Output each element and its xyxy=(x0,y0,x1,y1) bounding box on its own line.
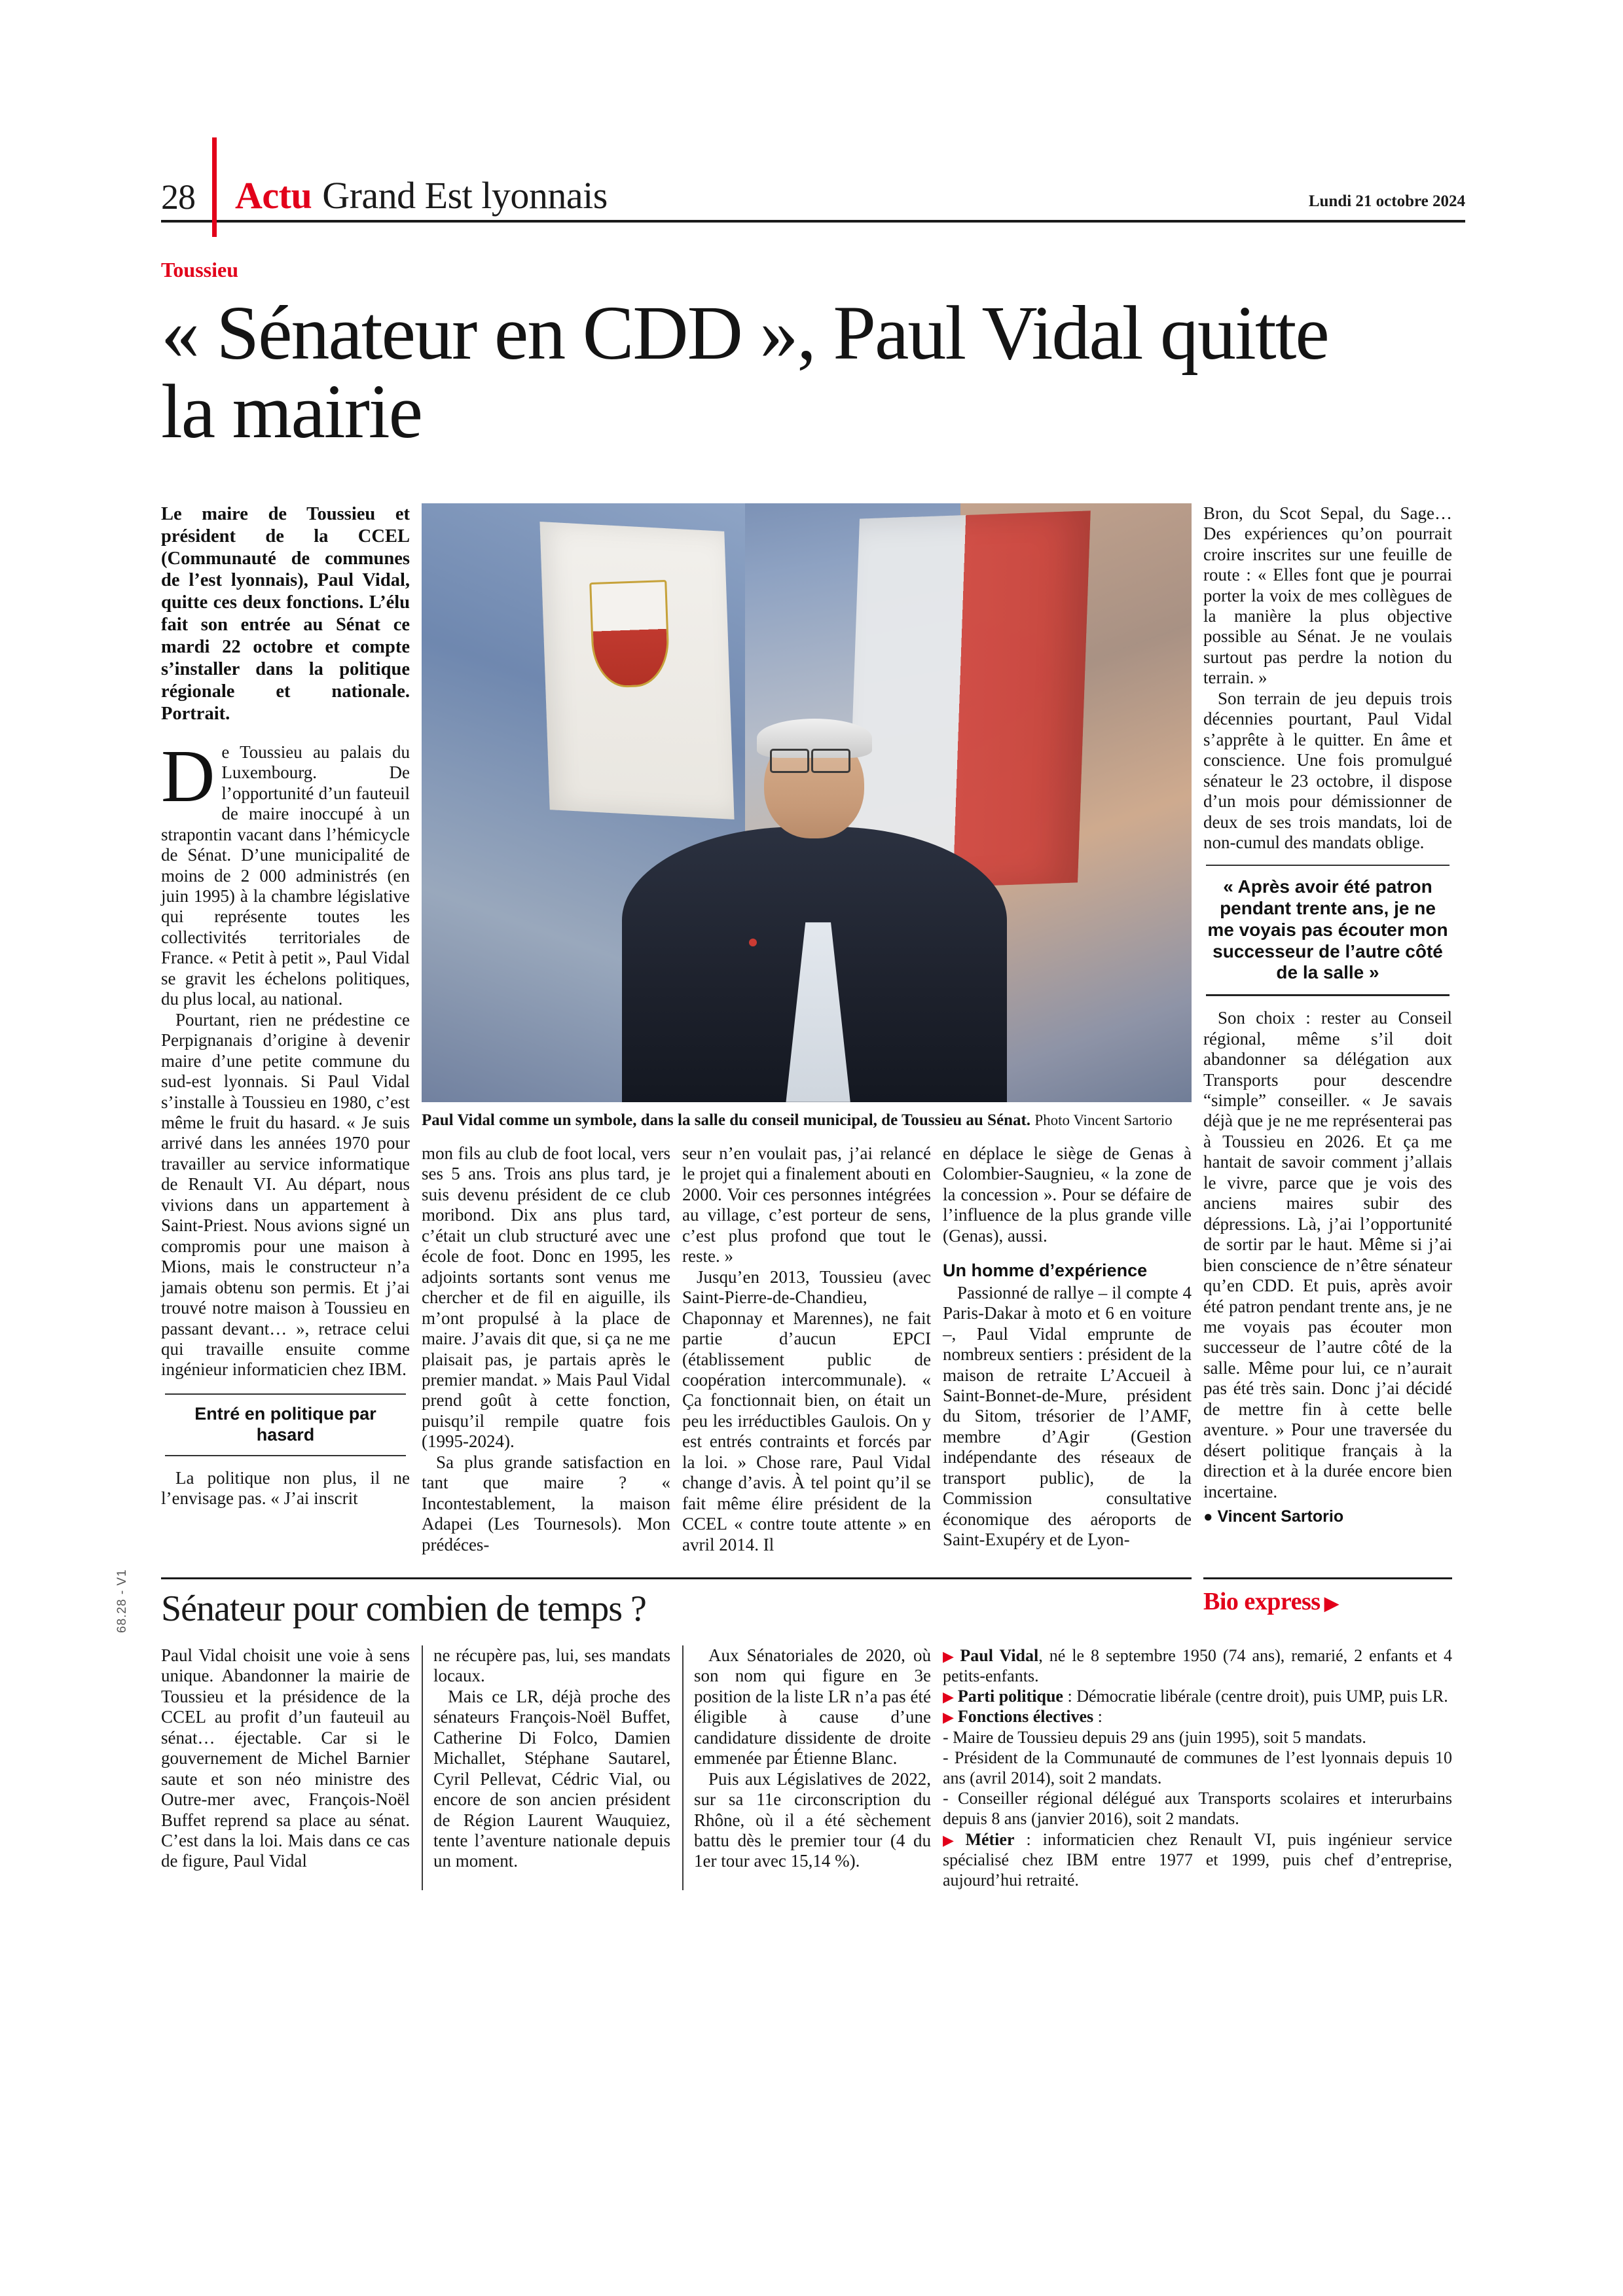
coat-of-arms-icon xyxy=(589,580,670,689)
secondary-section xyxy=(161,1577,1465,1890)
bio-item xyxy=(943,1706,1452,1727)
bio-title-wrap xyxy=(1203,1577,1452,1628)
bio-item xyxy=(943,1686,1452,1706)
paragraph: Passionné de rallye – il compte 4 Paris-Dakar à moto et 6 en voiture –, Paul Vidal emprunte de nombreux sentiers : président de la maison de retraite L’Accueil à Saint-Bonnet-de-Mure, président du Sitom, trésorier de l’AMF, membre d’Agir (Gestion indépendante des réseaux de transport public), de la Commission consultative économique des aéroports de Saint-Exupéry et de Lyon- xyxy=(943,1282,1192,1550)
bio-item-text: , né le 8 septembre 1950 (74 ans), remarié, 2 enfants et 4 petits-enfants. xyxy=(943,1645,1452,1686)
bio-item-label: Fonctions électives xyxy=(957,1707,1094,1727)
lapel-pin-icon xyxy=(749,939,757,946)
spacer xyxy=(1192,1577,1203,1628)
bio-express-label: Bio express xyxy=(1203,1588,1321,1616)
paragraph: mon fils au club de foot local, vers ses 5 ans. Trois ans plus tard, je suis devenu président de ce club moribond. Dix ans plus tard, c’était un club structuré avec une école de foot. Donc en 1995, les adjoints sortants sont venus me chercher et de fil en aiguille, ils m’ont propulsé à la place de maire. J’avais dit que, si ça ne me plaisait pas, je partais après le premier mandat. » Mais Paul Vidal prend goût à cette fonction, puisqu’il rempile quatre fois (1995-2024). xyxy=(422,1143,670,1452)
page-content xyxy=(161,154,1465,1890)
section-title-group xyxy=(217,174,1309,217)
bio-item xyxy=(943,1645,1452,1686)
photo-glasses-left xyxy=(770,749,809,772)
secondary-column-1 xyxy=(161,1645,410,1890)
triangle-right-icon: ▶ xyxy=(1320,1594,1339,1615)
article-column-5 xyxy=(1203,503,1452,1555)
photo-glasses-right xyxy=(811,749,850,772)
paragraph: seur n’en voulait pas, j’ai relancé le projet qui a finalement abouti en 2000. Voir ces personnes intégrées au village, c’est porteur de sens, c’est plus profond que tout le reste. » xyxy=(682,1143,931,1266)
bio-item-text: : Démocratie libérale (centre droit), puis UMP, puis LR. xyxy=(1063,1687,1448,1706)
secondary-header-row xyxy=(161,1577,1465,1628)
paragraph: La politique non plus, il ne l’envisage pas. « J’ai inscrit xyxy=(161,1467,410,1509)
crosshead-un-homme-dexperience: Un homme d’expérience xyxy=(943,1261,1148,1281)
triangle-bullet-icon: ▶ xyxy=(943,1689,954,1706)
secondary-title[interactable]: Sénateur pour combien de temps ? xyxy=(161,1588,646,1630)
bio-express-list xyxy=(943,1645,1452,1890)
secondary-title-wrap xyxy=(161,1577,1192,1628)
photo-credit: Photo Vincent Sartorio xyxy=(1034,1111,1173,1128)
paragraph: Aux Sénatoriales de 2020, où son nom qui figure en 3e position de la liste LR n’a pas été éligible à cause d’une candidature dissidente de droite emmenée par Étienne Blanc. xyxy=(694,1645,931,1768)
paragraph: Sa plus grande satisfaction en tant que maire ? « Incontestablement, la maison Adapei (Les Tournesols). Mon prédéces- xyxy=(422,1452,670,1554)
article-photo xyxy=(422,503,1192,1102)
lead-paragraph xyxy=(161,734,410,1010)
standfirst: Le maire de Toussieu et président de la CCEL (Communauté de communes de l’est lyonnais), Paul Vidal, quitte ces deux fonctions. L’élu fait son entrée au Sénat ce mardi 22 octobre et compte s’installer dans la politique régionale et nationale. Portrait. xyxy=(161,503,410,724)
column1-body xyxy=(161,734,410,1380)
bio-item-text: : xyxy=(1093,1707,1103,1727)
photo-block xyxy=(422,503,1192,1555)
paragraph: Mais ce LR, déjà proche des sénateurs François-Noël Buffet, Catherine Di Folco, Damien Michallet, Stéphane Sautarel, Cyril Pellevat, Cédric Vial, ou encore de son ancien président de Région Laurent Wauquiez, tente l’aventure nationale depuis un moment. xyxy=(433,1686,670,1871)
pull-quote: « Après avoir été patron pendant trente ans, je ne me voyais pas écouter mon successeur de l’autre côté de la salle » xyxy=(1206,865,1450,996)
byline-bullet-icon: ● xyxy=(1203,1508,1213,1526)
article-column-4 xyxy=(943,1143,1192,1555)
paragraph: Bron, du Scot Sepal, du Sage… Des expériences qu’on pourrait croire inscrites sur une feuille de route : « Elles font que je pourrai porter la voix de mes collègues de la manière la plus objective possible au Sénat. Je ne voulais surtout pas perdre la notion du terrain. » xyxy=(1203,503,1452,688)
drop-cap: D xyxy=(161,734,215,817)
margin-print-code: 68.28 - V1 xyxy=(115,1569,129,1633)
paragraph: Pourtant, rien ne prédestine ce Perpignanais d’origine à devenir maire d’une petite commune du sud-est lyonnais. Si Paul Vidal s’installe à Toussieu en 1980, c’est même le fruit du hasard. « Je suis arrivé dans les années 1970 pour travailler au service informatique de Renault VI. Au départ, nous vivions dans un appartement à Saint-Priest. Nous avions signé un compromis pour une maison à Mions, mais le constructeur n’a jamais obtenu son permis. Et j’ai trouvé notre maison à Toussieu en passant devant… », retrace celui qui travaille ensuite comme ingénieur informaticien chez IBM. xyxy=(161,1009,410,1380)
article-column-3 xyxy=(682,1143,931,1555)
secondary-column-2 xyxy=(422,1645,670,1890)
column1-body-cont xyxy=(161,1468,410,1509)
column5-body-top xyxy=(1203,503,1452,853)
paragraph: Son choix : rester au Conseil régional, même s’il doit abandonner sa délégation aux Transports pour descendre “simple” conseiller. « Je savais déjà que je ne me représenterai pas à Toussieu en 2026. Et ça me hantait de savoir comment j’allais le vivre, parce que je vois des anciens maires subir des dépressions. Là, j’ai l’opportunité de sortir par le haut. Même si j’ai bien conscience de n’être sénateur qu’en CDD. Et puis, après avoir été patron pendant trente ans, je ne me voyais pas écouter mon successeur de l’autre côté de la salle. Même pour lui, ce n’aurait pas été très sain. Donc j’ai décidé de mettre fin à cette belle aventure. » Pour une traversée du désert politique français à la direction et à la durée encore bien incertaine. xyxy=(1203,1008,1452,1501)
photo-caption-text: Paul Vidal comme un symbole, dans la salle du conseil municipal, de Toussieu au Sénat. xyxy=(422,1111,1031,1129)
bio-item-label: Paul Vidal xyxy=(960,1645,1039,1665)
masthead-rule xyxy=(161,220,1465,223)
main-article-grid xyxy=(161,503,1465,1555)
masthead xyxy=(161,154,1465,223)
bio-subitem: - Conseiller régional délégué aux Transports scolaires et interurbains depuis 8 ans (janvier 2016), soit 2 mandats. xyxy=(943,1789,1452,1829)
edition-date: Lundi 21 octobre 2024 xyxy=(1308,192,1465,210)
photo-caption xyxy=(422,1110,1192,1130)
paragraph: Paul Vidal choisit une voie à sens unique. Abandonner la mairie de Toussieu et la présidence de la CCEL au profit d’un fauteuil au sénat… éjectable. Car si le gouvernement de Michel Barnier saute et son néo ministre des Outre-mer avec, François-Noël Buffet reprend sa place au sénat. C’est dans la loi. Mais dans ce cas de figure, Paul Vidal xyxy=(161,1645,410,1871)
lead-paragraph-text: e Toussieu au palais du Luxembourg. De l’opportunité d’un fauteuil de maire inoccupé à un strapontin vacant dans l’hémicycle de Sénat. D’une municipalité de moins de 2 000 administrés (en juin 1995) à la chambre législative qui représente toutes les collectivités territoriales de France. « Petit à petit », Paul Vidal se gravit les échelons politiques, du plus local, au national. xyxy=(161,742,410,1009)
bio-express-title[interactable] xyxy=(1203,1579,1452,1616)
article-column-1 xyxy=(161,503,410,1555)
bio-subitem: - Président de la Communauté de communes de l’est lyonnais depuis 10 ans (avril 2014), soit 2 mandats. xyxy=(943,1748,1452,1787)
photo-under-columns xyxy=(422,1143,1192,1555)
bio-item-label: Métier xyxy=(965,1829,1015,1849)
paragraph: Puis aux Législatives de 2022, sur sa 11e circonscription du Rhône, où il a été sèchement battu dès le premier tour (4 du 1er tour avec 15,14 %). xyxy=(694,1768,931,1871)
paragraph: Jusqu’en 2013, Toussieu (avec Saint-Pierre-de-Chandieu, Chaponnay et Marennes), ne fait partie d’aucun EPCI (établissement public de coopération intercommunale). « Ça fonctionnait bien, on était un peu les irréductibles Gaulois. On y est entrés contraints et forcés par la loi. » Chose rare, Paul Vidal change d’avis. À tel point qu’il se fait même élire président de la CCEL « contre toute attente » en avril 2014. Il xyxy=(682,1266,931,1554)
column5-body-bottom xyxy=(1203,1008,1452,1502)
bio-subitem: - Maire de Toussieu depuis 29 ans (juin 1995), soit 5 mandats. xyxy=(943,1727,1366,1747)
crosshead-entre-en-politique: Entré en politique par hasard xyxy=(165,1393,406,1456)
page-title: « Sénateur en CDD », Paul Vidal quitte la mairie xyxy=(161,290,1328,455)
section-name[interactable]: Actu xyxy=(235,174,312,217)
paragraph: ne récupère pas, lui, ses mandats locaux. xyxy=(433,1645,670,1686)
paragraph: en déplace le siège de Genas à Colombier-Saugnieu, « la zone de la concession ». Pour se défaire de l’influence de la plus grande ville (Genas), aussi. xyxy=(943,1143,1192,1246)
bio-item-text: : informaticien chez Renault VI, puis ingénieur service spécialisé chez IBM entre 1977 et 1999, puis chef d’entreprise, aujourd’hui retraité. xyxy=(943,1829,1452,1890)
bio-item xyxy=(943,1829,1452,1891)
article-byline[interactable] xyxy=(1203,1507,1452,1526)
triangle-bullet-icon: ▶ xyxy=(943,1647,957,1664)
article-kicker[interactable]: Toussieu xyxy=(161,258,238,281)
article-column-2 xyxy=(422,1143,670,1555)
triangle-bullet-icon: ▶ xyxy=(943,1831,962,1848)
triangle-bullet-icon: ▶ xyxy=(943,1709,954,1726)
red-divider-bar xyxy=(212,137,217,237)
masthead-row xyxy=(161,154,1465,215)
page-number: 28 xyxy=(161,177,195,217)
secondary-grid xyxy=(161,1645,1465,1890)
secondary-column-3 xyxy=(682,1645,931,1890)
bio-item-label: Parti politique xyxy=(957,1687,1063,1706)
byline-name: Vincent Sartorio xyxy=(1217,1507,1344,1526)
subsection-name[interactable]: Grand Est lyonnais xyxy=(322,174,608,217)
paragraph: Son terrain de jeu depuis trois décennies pourtant, Paul Vidal s’apprête à le quitter. En âme et conscience. Une fois promulgué sénateur le 23 octobre, il dispose d’un mois pour démissionner de deux de ses trois mandats, loi de non-cumul des mandats oblige. xyxy=(1203,688,1452,853)
